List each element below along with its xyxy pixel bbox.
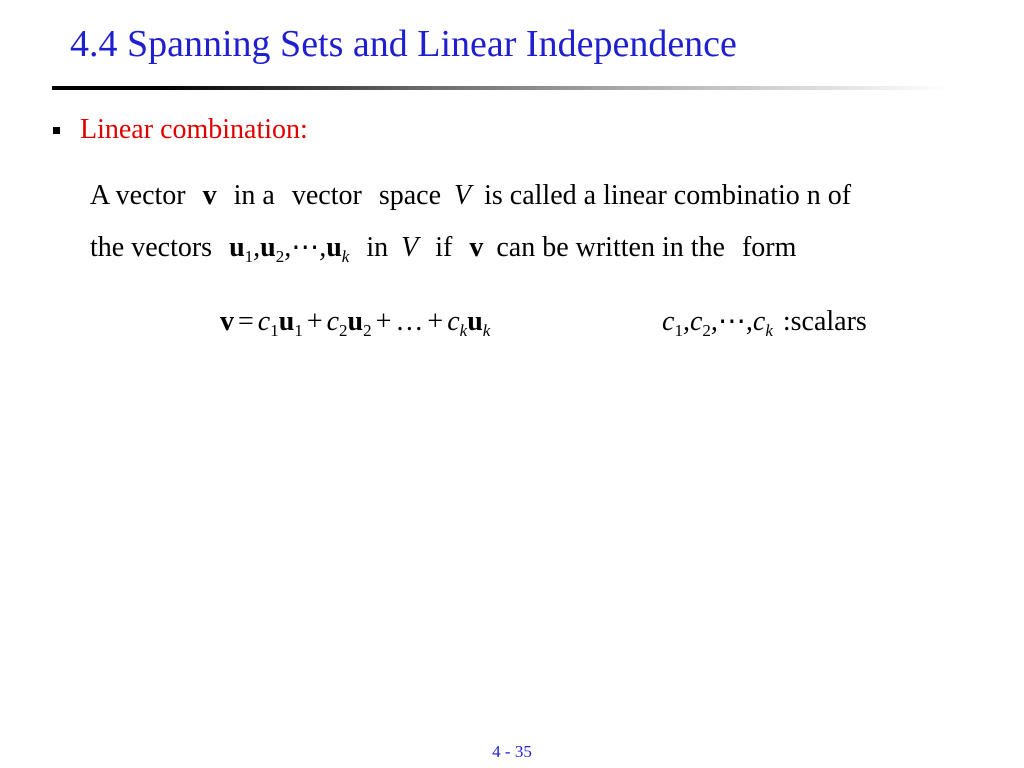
text-vector: vector — [291, 180, 362, 211]
linear-combination-formula: $v = c_1u_1 + c_2u_2$ + … + $c_ku_k$ — [220, 306, 491, 340]
symbol-v: v — [469, 232, 484, 263]
bullet-square-icon — [53, 127, 60, 134]
symbol-V: V — [401, 232, 419, 263]
definition-line-2 — [90, 230, 796, 267]
slide-title: 4.4 Spanning Sets and Linear Independence — [70, 23, 737, 65]
symbol-V: V — [454, 180, 472, 211]
vector-list: $u_1,u_2,\cdots,u_k$ — [229, 232, 350, 266]
text-in-a: in a — [233, 180, 275, 211]
text-in: in — [366, 232, 389, 263]
text-form: form — [741, 232, 797, 263]
definition-line-1 — [90, 180, 851, 212]
symbol-v: v — [202, 180, 217, 211]
title-divider — [52, 86, 952, 90]
text-can-be-written: can be written in the — [496, 232, 725, 263]
scalars-label: :scalars — [782, 306, 867, 337]
text-if: if — [435, 232, 453, 263]
text-definition-rest: is called a linear combinatio n of — [484, 180, 852, 211]
text-a-vector: A vector — [90, 180, 186, 211]
text-the-vectors: the vectors — [90, 232, 213, 263]
bullet-heading: Linear combination: — [80, 114, 308, 145]
scalars-note: $c_1,c_2,\cdots,c_k$ :scalars — [662, 306, 867, 340]
page-number: 4 - 35 — [492, 742, 532, 761]
text-space: space — [378, 180, 442, 211]
